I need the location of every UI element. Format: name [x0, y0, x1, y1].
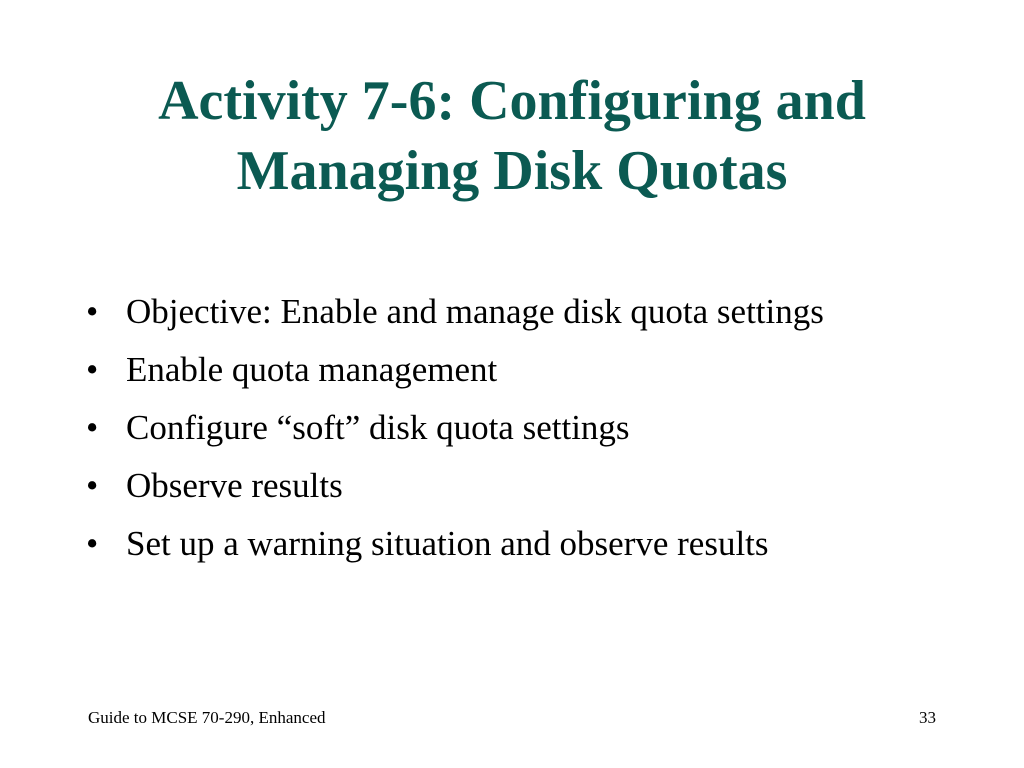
bullet-text: Configure “soft” disk quota settings — [126, 408, 630, 447]
bullet-text: Observe results — [126, 466, 343, 505]
bullet-text: Set up a warning situation and observe results — [126, 524, 769, 563]
bullet-item — [86, 518, 986, 576]
slide-title — [60, 66, 964, 206]
bullet-text: Objective: Enable and manage disk quota settings — [126, 292, 824, 331]
bullet-icon: • — [86, 408, 99, 447]
bullet-item — [86, 286, 986, 344]
footer-course-title: Guide to MCSE 70-290, Enhanced — [88, 708, 326, 727]
page-number: 33 — [919, 708, 936, 727]
bullet-list — [86, 286, 986, 576]
bullet-item — [86, 460, 986, 518]
bullet-icon: • — [86, 350, 99, 389]
bullet-text: Enable quota management — [126, 350, 498, 389]
slide-title-line-2: Managing Disk Quotas — [236, 140, 788, 202]
bullet-icon: • — [86, 524, 99, 563]
bullet-item — [86, 344, 986, 402]
bullet-icon: • — [86, 466, 99, 505]
slide-title-line-1: Activity 7-6: Configuring and — [158, 70, 866, 132]
bullet-item — [86, 402, 986, 460]
bullet-icon: • — [86, 292, 99, 331]
